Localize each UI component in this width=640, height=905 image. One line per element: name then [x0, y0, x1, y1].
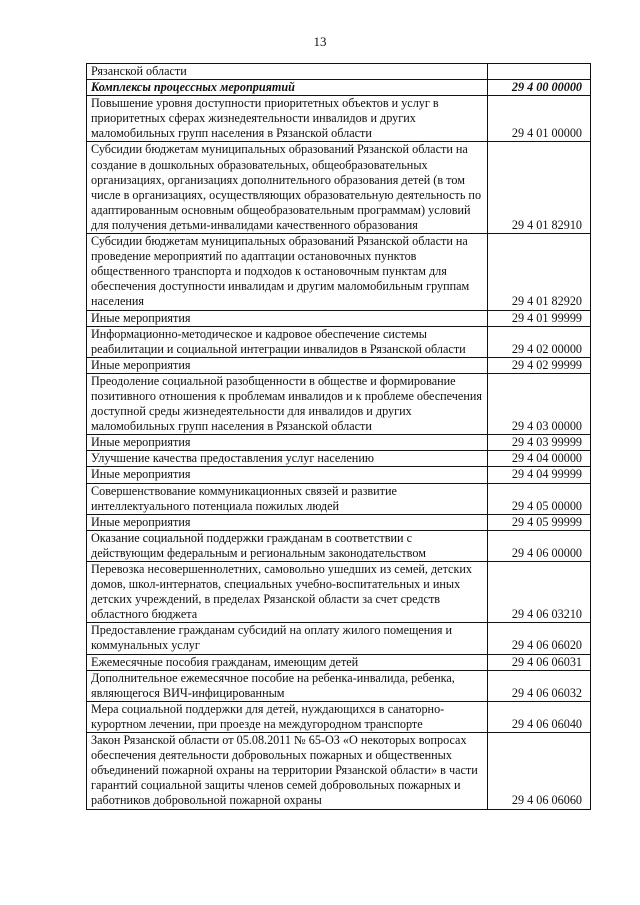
row-code-cell: 29 4 05 99999 — [488, 514, 591, 530]
row-code-cell: 29 4 05 00000 — [488, 483, 591, 514]
table-row — [87, 234, 591, 310]
row-code-cell: 29 4 06 00000 — [488, 530, 591, 561]
table-row — [87, 733, 591, 809]
row-name-cell: Мера социальной поддержки для детей, нуждающихся в санаторно-курортном лечении, при проезде на междугородном транспорте — [87, 701, 488, 732]
row-name-cell: Иные мероприятия — [87, 357, 488, 373]
table-row — [87, 654, 591, 670]
row-code-cell: 29 4 02 99999 — [488, 357, 591, 373]
table-row — [87, 357, 591, 373]
table-row — [87, 96, 591, 142]
row-name-cell: Иные мероприятия — [87, 310, 488, 326]
table-row — [87, 326, 591, 357]
table-row — [87, 623, 591, 654]
table-row — [87, 670, 591, 701]
table-row — [87, 451, 591, 467]
row-code-cell: 29 4 04 99999 — [488, 467, 591, 483]
row-code-cell: 29 4 04 00000 — [488, 451, 591, 467]
row-name-cell: Комплексы процессных мероприятий — [87, 80, 488, 96]
table-body — [87, 64, 591, 810]
row-name-cell: Рязанской области — [87, 64, 488, 80]
row-code-cell — [488, 64, 591, 80]
table-row — [87, 467, 591, 483]
row-name-cell: Ежемесячные пособия гражданам, имеющим детей — [87, 654, 488, 670]
row-name-cell: Перевозка несовершеннолетних, самовольно ушедших из семей, детских домов, школ-интернатов, специальных учебно-воспитательных и иных детских учреждений, в пределах Рязанской области за счет средств областного бюджета — [87, 562, 488, 623]
row-code-cell: 29 4 06 03210 — [488, 562, 591, 623]
row-name-cell: Субсидии бюджетам муниципальных образований Рязанской области на проведение мероприятий по адаптации остановочных пунктов общественного транспорта и подходов к остановочным пунктам для обеспечения доступности инвалидам и другим маломобильным группам населения — [87, 234, 488, 310]
budget-classification-table — [86, 63, 591, 810]
row-name-cell: Иные мероприятия — [87, 435, 488, 451]
table-row — [87, 373, 591, 434]
row-code-cell: 29 4 03 99999 — [488, 435, 591, 451]
row-name-cell: Предоставление гражданам субсидий на оплату жилого помещения и коммунальных услуг — [87, 623, 488, 654]
row-code-cell: 29 4 01 82920 — [488, 234, 591, 310]
row-code-cell: 29 4 06 06020 — [488, 623, 591, 654]
table-row — [87, 435, 591, 451]
table-row — [87, 530, 591, 561]
row-name-cell: Иные мероприятия — [87, 514, 488, 530]
row-code-cell: 29 4 06 06032 — [488, 670, 591, 701]
row-name-cell: Совершенствование коммуникационных связей и развитие интеллектуального потенциала пожилых людей — [87, 483, 488, 514]
row-name-cell: Закон Рязанской области от 05.08.2011 № 65-ОЗ «О некоторых вопросах обеспечения деятельности добровольных пожарных и общественных объединений пожарной охраны на территории Рязанской области» в части гарантий социальной защиты членов семей добровольных пожарных и работников добровольной пожарной охраны — [87, 733, 488, 809]
row-code-cell: 29 4 06 06040 — [488, 701, 591, 732]
row-name-cell: Дополнительное ежемесячное пособие на ребенка-инвалида, ребенка, являющегося ВИЧ-инфицированным — [87, 670, 488, 701]
table-row — [87, 310, 591, 326]
row-code-cell: 29 4 06 06031 — [488, 654, 591, 670]
table-row — [87, 80, 591, 96]
row-name-cell: Оказание социальной поддержки гражданам в соответствии с действующим федеральным и региональным законодательством — [87, 530, 488, 561]
table-row — [87, 483, 591, 514]
row-name-cell: Иные мероприятия — [87, 467, 488, 483]
table-row — [87, 701, 591, 732]
row-code-cell: 29 4 01 99999 — [488, 310, 591, 326]
table-row — [87, 514, 591, 530]
row-name-cell: Улучшение качества предоставления услуг населению — [87, 451, 488, 467]
row-code-cell: 29 4 00 00000 — [488, 80, 591, 96]
row-name-cell: Информационно-методическое и кадровое обеспечение системы реабилитации и социальной интеграции инвалидов в Рязанской области — [87, 326, 488, 357]
row-name-cell: Субсидии бюджетам муниципальных образований Рязанской области на создание в дошкольных образовательных, общеобразовательных организациях, организациях дополнительного образования детей (в том числе в организациях, осуществляющих образовательную деятельность по адаптированным основным общеобразовательным программам) условий для получения детьми-инвалидами качественного образования — [87, 142, 488, 234]
page-number: 13 — [313, 34, 327, 49]
table-row — [87, 142, 591, 234]
row-name-cell: Повышение уровня доступности приоритетных объектов и услуг в приоритетных сферах жизнедеятельности инвалидов и других маломобильных групп населения в Рязанской области — [87, 96, 488, 142]
row-code-cell: 29 4 03 00000 — [488, 373, 591, 434]
table-row — [87, 64, 591, 80]
row-name-cell: Преодоление социальной разобщенности в обществе и формирование позитивного отношения к проблемам инвалидов и к проблеме обеспечения доступной среды жизнедеятельности для инвалидов и других маломобильных групп населения в Рязанской области — [87, 373, 488, 434]
row-code-cell: 29 4 01 00000 — [488, 96, 591, 142]
row-code-cell: 29 4 06 06060 — [488, 733, 591, 809]
table-row — [87, 562, 591, 623]
row-code-cell: 29 4 02 00000 — [488, 326, 591, 357]
row-code-cell: 29 4 01 82910 — [488, 142, 591, 234]
